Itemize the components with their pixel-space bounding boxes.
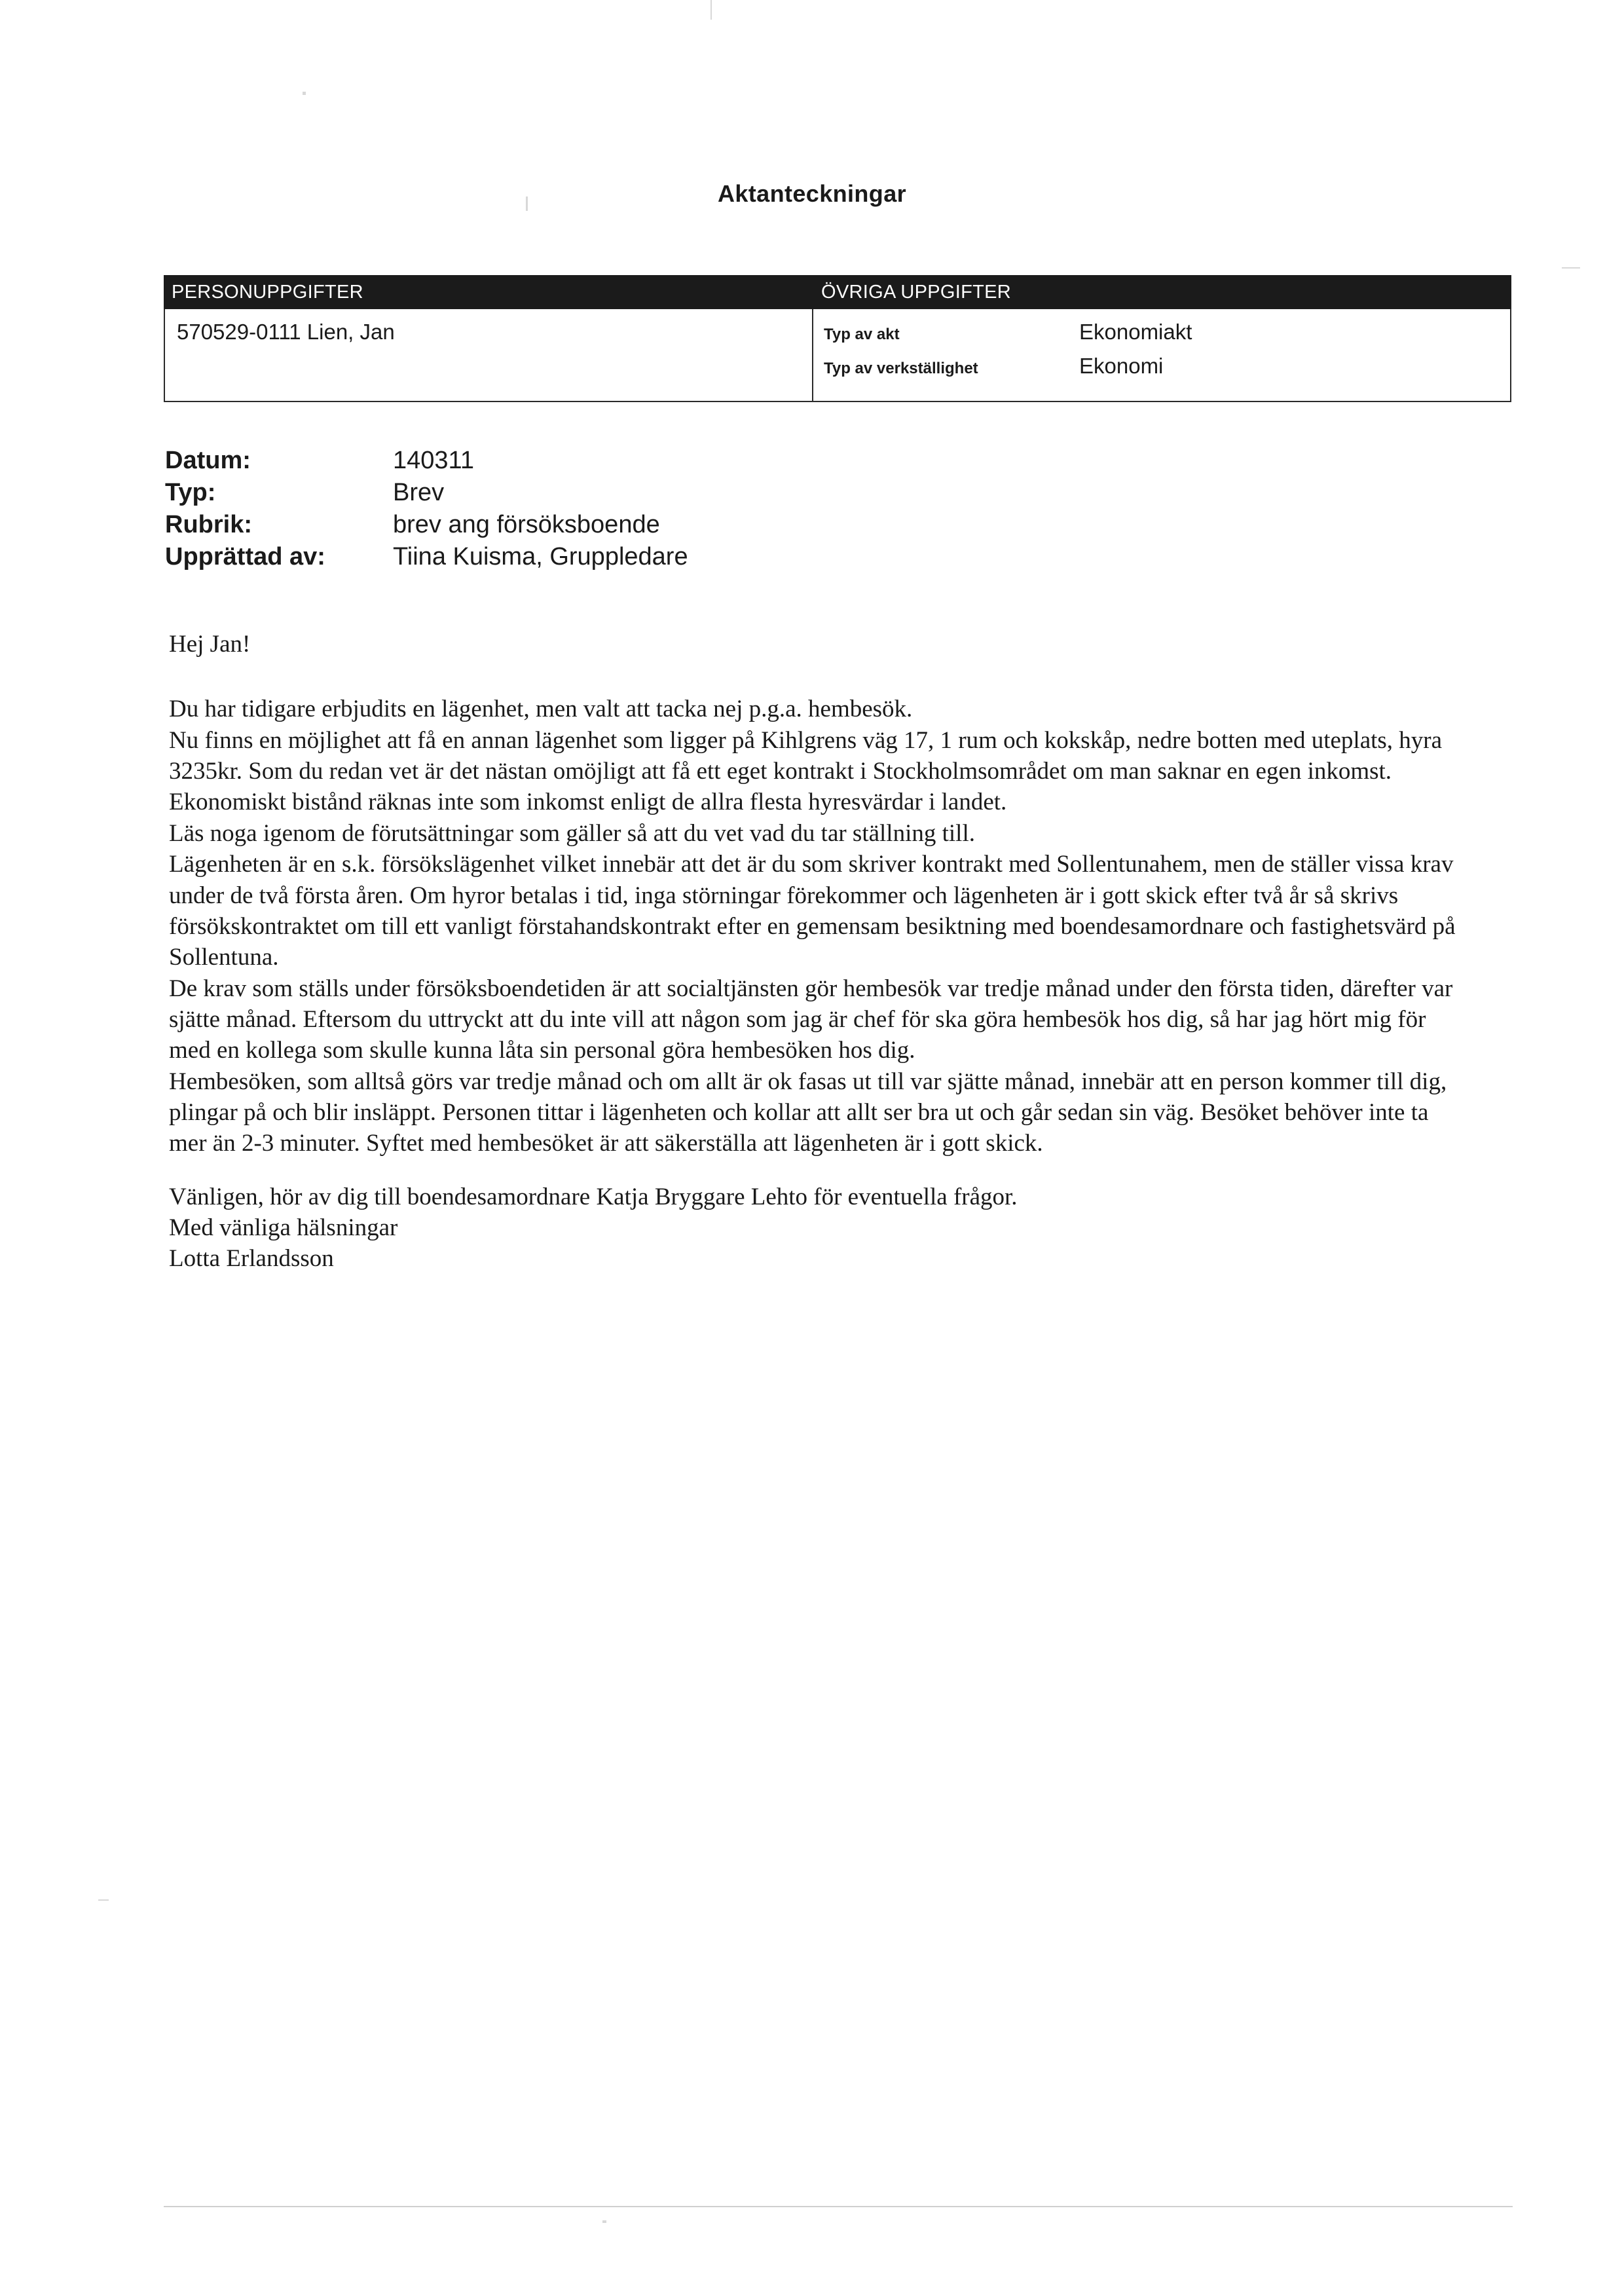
letter-paragraph: Lägenheten är en s.k. försökslägenhet vilket innebär att det är du som skriver kontrakt med Sollentunahem, men de ställer vissa krav under de två första åren. Om hyror betalas i tid, inga störningar förekommer och lägenheten är i gott skick efter två år så skrivs försökskontraktet om till ett vanligt förstahandskontrakt efter en gemensam besiktning med boendesamordnare och fastighetsvärd på Sollentuna. <box>169 851 1456 971</box>
meta-label: Typ: <box>165 479 216 506</box>
page-title: Aktanteckningar <box>717 180 907 207</box>
meta-value: brev ang försöksboende <box>393 511 660 538</box>
meta-value: Brev <box>393 479 445 506</box>
letter-closing-line: Med vänliga hälsningar <box>169 1214 398 1242</box>
letter-paragraph: Nu finns en möjlighet att få en annan lägenhet som ligger på Kihlgrens väg 17, 1 rum och kokskåp, nedre botten med uteplats, hyra 3235kr. Som du redan vet är det nästan omöjligt att få ett eget kontrakt i Stockholmsområdet om man saknar en egen inkomst. Ekonomiskt bistånd räknas inte som inkomst enligt de allra flesta hyresvärdar i landet. <box>169 726 1443 816</box>
other-info-cell <box>813 309 1510 401</box>
scan-artifact-right <box>1562 267 1580 269</box>
meta-row-upprattad-av <box>165 543 1344 575</box>
field-typ-av-verkstallighet <box>824 354 1510 379</box>
meta-value: Tiina Kuisma, Gruppledare <box>393 543 688 570</box>
info-table <box>164 275 1511 402</box>
field-label: Typ av verkställighet <box>824 360 978 377</box>
scan-artifact-left <box>303 92 306 95</box>
record-meta <box>165 447 1344 575</box>
letter-paragraph: Hembesöken, som alltså görs var tredje månad och om allt är ok fasas ut till var sjätte månad, innebär att en person kommer till dig, plingar på och blir insläppt. Personen tittar i lägenheten och kollar att allt ser bra ut och går sedan sin väg. Besöket behöver inte ta mer än 2-3 minuter. Syftet med hembesöket är att säkerställa att lägenheten är i gott skick. <box>169 1068 1447 1157</box>
info-table-header <box>164 275 1511 309</box>
field-value: Ekonomi <box>1079 354 1164 378</box>
column-header-other: ÖVRIGA UPPGIFTER <box>821 281 1012 303</box>
footer-rule <box>164 2206 1513 2207</box>
letter-paragraph: De krav som ställs under försöksboendetiden är att socialtjänsten gör hembesök var tredje månad under den första tiden, därefter var sjätte månad. Eftersom du uttryckt att du inte vill att någon som jag är chef för ska göra hembesök hos dig, så har jag hört mig för med en kollega som skulle kunna låta sin personal göra hembesöken hos dig. <box>169 975 1453 1064</box>
meta-label: Datum: <box>165 447 251 474</box>
meta-label: Rubrik: <box>165 511 252 538</box>
letter-signature: Lotta Erlandsson <box>169 1245 334 1273</box>
meta-row-rubrik <box>165 511 1344 543</box>
field-typ-av-akt <box>824 320 1510 345</box>
column-header-person: PERSONUPPGIFTER <box>172 281 363 303</box>
person-cell <box>165 309 813 401</box>
letter-greeting: Hej Jan! <box>169 631 251 658</box>
info-table-body <box>164 309 1511 402</box>
scan-artifact-lower-left <box>98 1899 109 1901</box>
scan-artifact-dot <box>602 2220 606 2223</box>
paragraph-spacer <box>169 1159 1472 1182</box>
letter-paragraph: Läs noga igenom de förutsättningar som gäller så att du vet vad du tar ställning till. <box>169 819 975 847</box>
meta-label: Upprättad av: <box>165 543 325 570</box>
scan-artifact-top <box>710 0 712 20</box>
person-identifier: 570529-0111 Lien, Jan <box>177 320 395 344</box>
letter-body <box>169 629 1472 1275</box>
field-label: Typ av akt <box>824 326 900 343</box>
letter-paragraph: Du har tidigare erbjudits en lägenhet, men valt att tacka nej p.g.a. hembesök. <box>169 696 913 723</box>
letter-closing-line: Vänligen, hör av dig till boendesamordnare Katja Bryggare Lehto för eventuella frågor. <box>169 1183 1018 1210</box>
field-value: Ekonomiakt <box>1079 320 1192 344</box>
meta-value: 140311 <box>393 447 474 474</box>
meta-row-typ <box>165 479 1344 511</box>
meta-row-datum <box>165 447 1344 479</box>
